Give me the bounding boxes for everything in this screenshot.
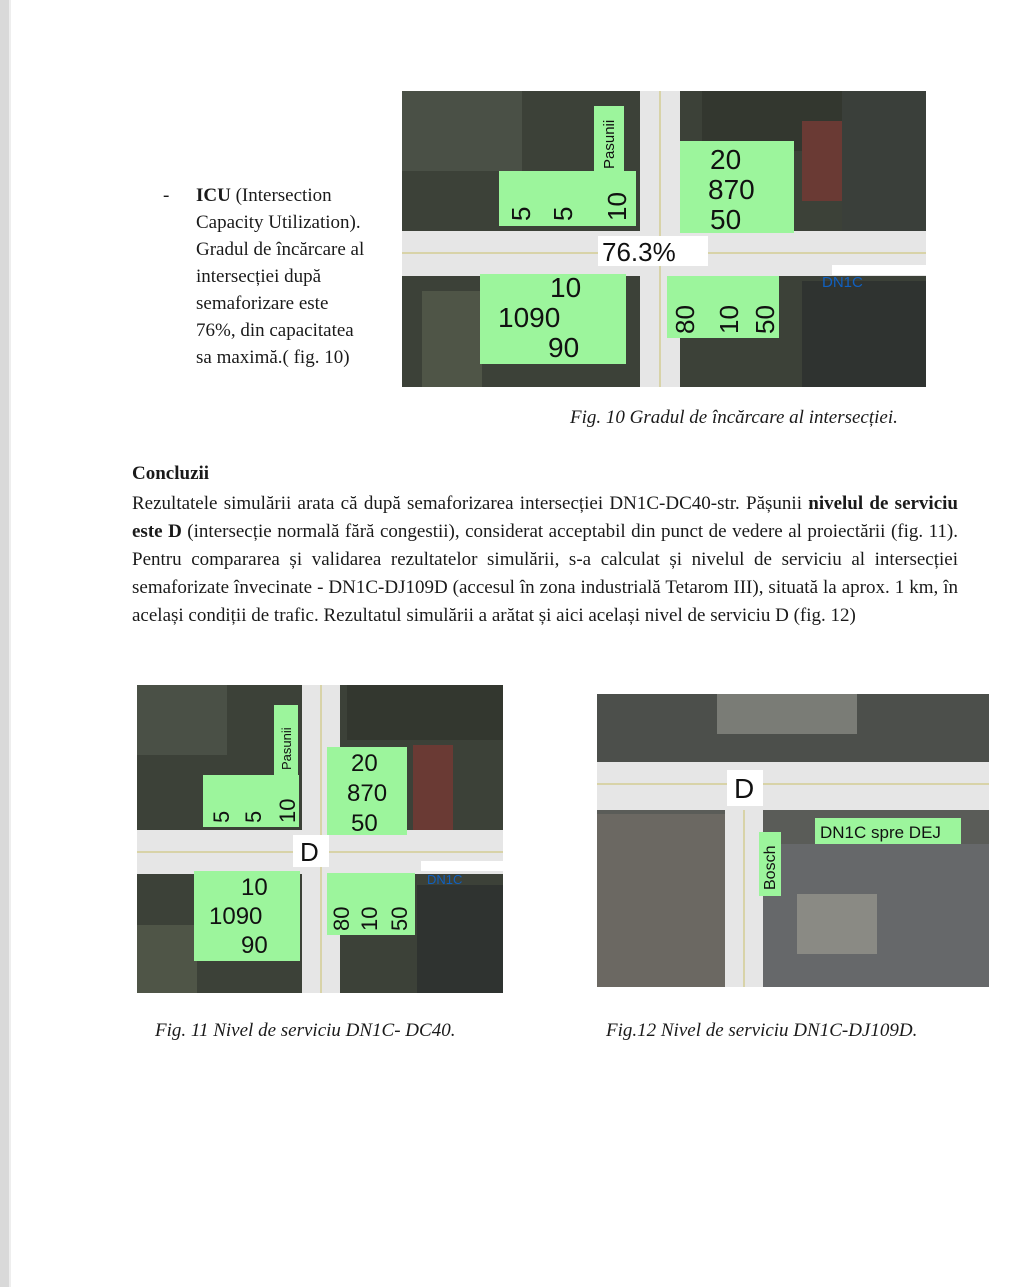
page-edge-shadow	[9, 0, 11, 1287]
icu-line-2: Capacity Utilization).	[196, 212, 361, 233]
sw-volume-3: 90	[548, 332, 580, 363]
street-label: Pasunii	[279, 727, 294, 770]
icu-line-3: Gradul de încărcare al	[196, 239, 365, 260]
icu-bullet-text	[196, 182, 396, 371]
conclusions-los-bold: nivelul de serviciu este D	[132, 493, 958, 542]
nw-volume-1: 5	[506, 206, 536, 221]
road-label: DN1C	[822, 274, 863, 291]
se-volume-3: 50	[387, 906, 412, 931]
conclusions-heading: Concluzii	[132, 463, 210, 484]
ne-volume-3: 50	[710, 204, 742, 235]
sw-volume-3: 90	[241, 932, 268, 959]
icu-line-5: semaforizare este	[196, 293, 329, 314]
se-volume-2: 10	[714, 305, 744, 334]
nw-volume-2: 5	[548, 206, 578, 221]
bullet-dash: -	[163, 185, 170, 206]
se-volume-3: 50	[750, 305, 780, 334]
ne-volume-3: 50	[351, 810, 378, 837]
conclusions-text-1: Rezultatele simulării arata că după semaforizarea intersecției DN1C-DC40-str. Pășunii	[132, 493, 809, 514]
figure-11-caption: Fig. 11 Nivel de serviciu DN1C- DC40.	[155, 1020, 456, 1041]
level-of-service: D	[300, 837, 319, 867]
icu-line-7: sa maximă.( fig. 10)	[196, 347, 350, 368]
road-label: DN1C spre DEJ	[820, 823, 941, 842]
se-volume-1: 80	[670, 305, 700, 334]
level-of-service: D	[734, 773, 755, 804]
figure-12-caption: Fig.12 Nivel de serviciu DN1C-DJ109D.	[606, 1020, 918, 1041]
sw-volume-2: 1090	[498, 302, 561, 333]
se-volume-1: 80	[329, 906, 354, 931]
ne-volume-2: 870	[347, 780, 388, 807]
figure-11-intersection-map	[137, 685, 503, 993]
page-edge	[0, 0, 9, 1287]
icu-line-4: intersecției după	[196, 266, 322, 287]
se-volume-2: 10	[357, 906, 382, 931]
conclusions-paragraph	[132, 490, 958, 630]
figure-12-intersection-map	[597, 694, 989, 987]
sw-volume-1: 10	[550, 272, 582, 303]
figure-10-intersection-map	[402, 91, 926, 387]
ne-volume-2: 870	[708, 174, 755, 205]
sw-volume-2: 1090	[209, 903, 263, 930]
nw-volume-1: 5	[209, 810, 234, 823]
nw-volume-3: 10	[602, 192, 632, 221]
road-label: DN1C	[427, 872, 463, 887]
street-label: Bosch	[762, 845, 779, 890]
street-label: Pasunii	[601, 119, 618, 169]
icu-line-1: (Intersection	[235, 185, 332, 206]
nw-volume-3: 10	[275, 798, 300, 823]
sw-volume-1: 10	[241, 874, 268, 901]
ne-volume-1: 20	[351, 750, 378, 777]
ne-volume-1: 20	[710, 144, 742, 175]
figure-10-caption: Fig. 10 Gradul de încărcare al intersecției.	[570, 407, 898, 428]
conclusions-text-2: (intersecție normală fără congestii), considerat acceptabil din punct de vedere al proiectării (fig. 11). Pentru compararea și validarea rezultatelor simulării, s-a calculat și nivelul de serviciu al intersecției semaforizate învecinate - DN1C-DJ109D (accesul în zona industrială Tetarom III), situată la aprox. 1 km, în același condiții de trafic. Rezultatul simulării a arătat și aici același nivel de serviciu D (fig. 12)	[132, 521, 959, 626]
icu-term: ICU	[196, 185, 231, 206]
nw-volume-2: 5	[241, 810, 266, 823]
icu-value: 76.3%	[602, 237, 676, 267]
icu-line-6: 76%, din capacitatea	[196, 320, 354, 341]
